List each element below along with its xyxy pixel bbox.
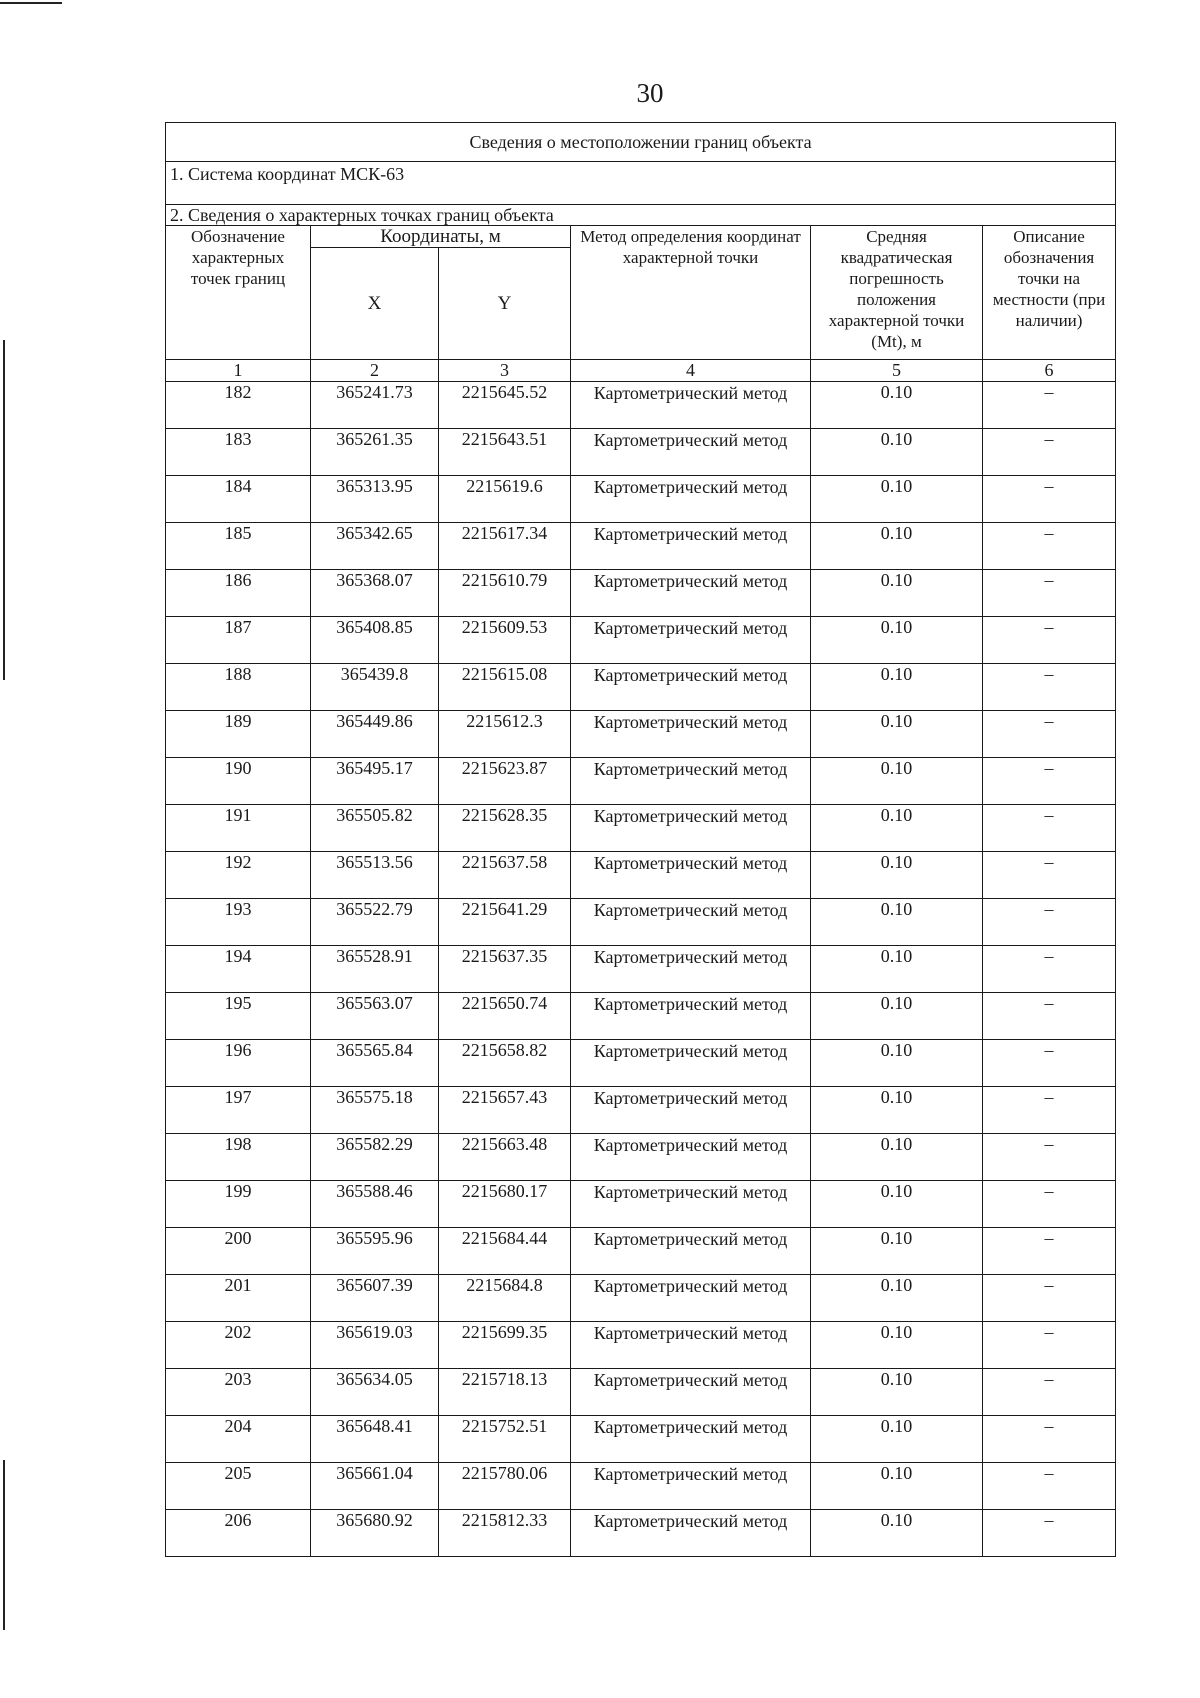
table-row <box>166 570 1116 617</box>
table-row <box>166 476 1116 523</box>
description-cell: – <box>983 1134 1116 1181</box>
x-coordinate-cell: 365505.82 <box>311 805 439 852</box>
point-cell: 184 <box>166 476 311 523</box>
table-title: Сведения о местоположении границ объекта <box>166 123 1116 162</box>
table-row <box>166 1463 1116 1510</box>
method-cell: Картометрический метод <box>571 852 811 899</box>
error-cell: 0.10 <box>811 1463 983 1510</box>
x-coordinate-cell: 365563.07 <box>311 993 439 1040</box>
method-cell: Картометрический метод <box>571 382 811 429</box>
scan-edge-mark-left-lower <box>3 1460 5 1630</box>
description-cell: – <box>983 570 1116 617</box>
method-cell: Картометрический метод <box>571 523 811 570</box>
point-cell: 204 <box>166 1416 311 1463</box>
error-cell: 0.10 <box>811 1040 983 1087</box>
column-number: 4 <box>571 360 811 382</box>
method-cell: Картометрический метод <box>571 1322 811 1369</box>
y-coordinate-cell: 2215658.82 <box>439 1040 571 1087</box>
method-cell: Картометрический метод <box>571 899 811 946</box>
y-coordinate-cell: 2215610.79 <box>439 570 571 617</box>
y-coordinate-cell: 2215684.8 <box>439 1275 571 1322</box>
description-cell: – <box>983 946 1116 993</box>
error-cell: 0.10 <box>811 1134 983 1181</box>
y-coordinate-cell: 2215657.43 <box>439 1087 571 1134</box>
y-coordinate-cell: 2215615.08 <box>439 664 571 711</box>
description-cell: – <box>983 852 1116 899</box>
error-cell: 0.10 <box>811 1416 983 1463</box>
method-cell: Картометрический метод <box>571 805 811 852</box>
method-cell: Картометрический метод <box>571 1040 811 1087</box>
x-coordinate-cell: 365648.41 <box>311 1416 439 1463</box>
table-row <box>166 805 1116 852</box>
description-cell: – <box>983 993 1116 1040</box>
description-cell: – <box>983 382 1116 429</box>
coordinate-system: 1. Система координат МСК-63 <box>166 162 1116 205</box>
table-row <box>166 1275 1116 1322</box>
method-cell: Картометрический метод <box>571 1275 811 1322</box>
error-cell: 0.10 <box>811 664 983 711</box>
x-coordinate-cell: 365575.18 <box>311 1087 439 1134</box>
method-cell: Картометрический метод <box>571 1510 811 1557</box>
method-cell: Картометрический метод <box>571 1181 811 1228</box>
point-cell: 187 <box>166 617 311 664</box>
x-coordinate-cell: 365582.29 <box>311 1134 439 1181</box>
error-cell: 0.10 <box>811 805 983 852</box>
error-cell: 0.10 <box>811 476 983 523</box>
point-cell: 205 <box>166 1463 311 1510</box>
x-coordinate-cell: 365342.65 <box>311 523 439 570</box>
table-row <box>166 852 1116 899</box>
point-cell: 185 <box>166 523 311 570</box>
header-x: X <box>311 248 439 360</box>
error-cell: 0.10 <box>811 1087 983 1134</box>
error-cell: 0.10 <box>811 711 983 758</box>
point-cell: 190 <box>166 758 311 805</box>
y-coordinate-cell: 2215752.51 <box>439 1416 571 1463</box>
method-cell: Картометрический метод <box>571 1134 811 1181</box>
table-row <box>166 758 1116 805</box>
x-coordinate-cell: 365439.8 <box>311 664 439 711</box>
error-cell: 0.10 <box>811 1275 983 1322</box>
error-cell: 0.10 <box>811 429 983 476</box>
description-cell: – <box>983 664 1116 711</box>
error-cell: 0.10 <box>811 852 983 899</box>
description-cell: – <box>983 617 1116 664</box>
point-cell: 198 <box>166 1134 311 1181</box>
method-cell: Картометрический метод <box>571 993 811 1040</box>
point-cell: 195 <box>166 993 311 1040</box>
table-row <box>166 523 1116 570</box>
error-cell: 0.10 <box>811 993 983 1040</box>
y-coordinate-cell: 2215619.6 <box>439 476 571 523</box>
y-coordinate-cell: 2215628.35 <box>439 805 571 852</box>
description-cell: – <box>983 758 1116 805</box>
table-row <box>166 899 1116 946</box>
table-row <box>166 1134 1116 1181</box>
point-cell: 189 <box>166 711 311 758</box>
column-number: 3 <box>439 360 571 382</box>
x-coordinate-cell: 365522.79 <box>311 899 439 946</box>
y-coordinate-cell: 2215612.3 <box>439 711 571 758</box>
point-cell: 188 <box>166 664 311 711</box>
y-coordinate-cell: 2215637.58 <box>439 852 571 899</box>
description-cell: – <box>983 1181 1116 1228</box>
error-cell: 0.10 <box>811 946 983 993</box>
table-row <box>166 1181 1116 1228</box>
method-cell: Картометрический метод <box>571 617 811 664</box>
point-cell: 192 <box>166 852 311 899</box>
description-cell: – <box>983 476 1116 523</box>
table-row <box>166 946 1116 993</box>
point-cell: 196 <box>166 1040 311 1087</box>
description-cell: – <box>983 1510 1116 1557</box>
description-cell: – <box>983 1416 1116 1463</box>
table-row <box>166 1322 1116 1369</box>
description-cell: – <box>983 1369 1116 1416</box>
method-cell: Картометрический метод <box>571 1087 811 1134</box>
page-number: 30 <box>636 78 664 108</box>
description-cell: – <box>983 1040 1116 1087</box>
y-coordinate-cell: 2215699.35 <box>439 1322 571 1369</box>
table-row <box>166 664 1116 711</box>
x-coordinate-cell: 365408.85 <box>311 617 439 664</box>
point-cell: 206 <box>166 1510 311 1557</box>
y-coordinate-cell: 2215812.33 <box>439 1510 571 1557</box>
header-coordinates: Координаты, м <box>311 226 571 248</box>
x-coordinate-cell: 365588.46 <box>311 1181 439 1228</box>
point-cell: 201 <box>166 1275 311 1322</box>
description-cell: – <box>983 1463 1116 1510</box>
y-coordinate-cell: 2215617.34 <box>439 523 571 570</box>
y-coordinate-cell: 2215641.29 <box>439 899 571 946</box>
x-coordinate-cell: 365528.91 <box>311 946 439 993</box>
method-cell: Картометрический метод <box>571 1416 811 1463</box>
y-coordinate-cell: 2215684.44 <box>439 1228 571 1275</box>
method-cell: Картометрический метод <box>571 711 811 758</box>
error-cell: 0.10 <box>811 617 983 664</box>
y-coordinate-cell: 2215643.51 <box>439 429 571 476</box>
method-cell: Картометрический метод <box>571 476 811 523</box>
method-cell: Картометрический метод <box>571 429 811 476</box>
x-coordinate-cell: 365261.35 <box>311 429 439 476</box>
x-coordinate-cell: 365368.07 <box>311 570 439 617</box>
description-cell: – <box>983 1322 1116 1369</box>
column-number: 6 <box>983 360 1116 382</box>
error-cell: 0.10 <box>811 1228 983 1275</box>
table-row <box>166 429 1116 476</box>
error-cell: 0.10 <box>811 382 983 429</box>
column-number: 5 <box>811 360 983 382</box>
boundary-points-table <box>165 122 1116 1557</box>
column-number: 2 <box>311 360 439 382</box>
x-coordinate-cell: 365661.04 <box>311 1463 439 1510</box>
description-cell: – <box>983 1275 1116 1322</box>
y-coordinate-cell: 2215637.35 <box>439 946 571 993</box>
section-title: 2. Сведения о характерных точках границ объекта <box>166 205 1116 226</box>
table-row <box>166 1369 1116 1416</box>
y-coordinate-cell: 2215623.87 <box>439 758 571 805</box>
method-cell: Картометрический метод <box>571 1463 811 1510</box>
description-cell: – <box>983 1087 1116 1134</box>
table-row <box>166 617 1116 664</box>
table-row <box>166 1228 1116 1275</box>
description-cell: – <box>983 1228 1116 1275</box>
x-coordinate-cell: 365565.84 <box>311 1040 439 1087</box>
description-cell: – <box>983 429 1116 476</box>
table-row <box>166 382 1116 429</box>
error-cell: 0.10 <box>811 570 983 617</box>
header-y: Y <box>439 248 571 360</box>
error-cell: 0.10 <box>811 1181 983 1228</box>
point-cell: 186 <box>166 570 311 617</box>
x-coordinate-cell: 365313.95 <box>311 476 439 523</box>
header-designation: Обозначение характерных точек границ <box>166 226 311 360</box>
point-cell: 183 <box>166 429 311 476</box>
x-coordinate-cell: 365495.17 <box>311 758 439 805</box>
description-cell: – <box>983 711 1116 758</box>
point-cell: 194 <box>166 946 311 993</box>
description-cell: – <box>983 523 1116 570</box>
x-coordinate-cell: 365595.96 <box>311 1228 439 1275</box>
error-cell: 0.10 <box>811 1369 983 1416</box>
error-cell: 0.10 <box>811 758 983 805</box>
method-cell: Картометрический метод <box>571 946 811 993</box>
point-cell: 193 <box>166 899 311 946</box>
y-coordinate-cell: 2215680.17 <box>439 1181 571 1228</box>
error-cell: 0.10 <box>811 1322 983 1369</box>
y-coordinate-cell: 2215780.06 <box>439 1463 571 1510</box>
error-cell: 0.10 <box>811 1510 983 1557</box>
table-row <box>166 711 1116 758</box>
header-description: Описание обозначения точки на местности (при наличии) <box>983 226 1116 360</box>
method-cell: Картометрический метод <box>571 664 811 711</box>
table-row <box>166 1416 1116 1463</box>
method-cell: Картометрический метод <box>571 758 811 805</box>
y-coordinate-cell: 2215718.13 <box>439 1369 571 1416</box>
y-coordinate-cell: 2215663.48 <box>439 1134 571 1181</box>
column-number-row <box>166 360 1116 382</box>
table-row <box>166 1087 1116 1134</box>
error-cell: 0.10 <box>811 899 983 946</box>
description-cell: – <box>983 805 1116 852</box>
table-row <box>166 993 1116 1040</box>
x-coordinate-cell: 365241.73 <box>311 382 439 429</box>
point-cell: 202 <box>166 1322 311 1369</box>
point-cell: 197 <box>166 1087 311 1134</box>
error-cell: 0.10 <box>811 523 983 570</box>
method-cell: Картометрический метод <box>571 570 811 617</box>
header-error: Средняя квадратическая погрешность положения характерной точки (Mt), м <box>811 226 983 360</box>
method-cell: Картометрический метод <box>571 1228 811 1275</box>
header-method: Метод определения координат характерной точки <box>571 226 811 360</box>
x-coordinate-cell: 365513.56 <box>311 852 439 899</box>
scan-edge-mark-left <box>3 340 5 680</box>
point-cell: 191 <box>166 805 311 852</box>
column-number: 1 <box>166 360 311 382</box>
scan-edge-mark-top <box>0 2 62 4</box>
y-coordinate-cell: 2215609.53 <box>439 617 571 664</box>
x-coordinate-cell: 365680.92 <box>311 1510 439 1557</box>
x-coordinate-cell: 365619.03 <box>311 1322 439 1369</box>
table-row <box>166 1040 1116 1087</box>
point-cell: 182 <box>166 382 311 429</box>
y-coordinate-cell: 2215645.52 <box>439 382 571 429</box>
point-cell: 200 <box>166 1228 311 1275</box>
description-cell: – <box>983 899 1116 946</box>
x-coordinate-cell: 365634.05 <box>311 1369 439 1416</box>
method-cell: Картометрический метод <box>571 1369 811 1416</box>
x-coordinate-cell: 365607.39 <box>311 1275 439 1322</box>
point-cell: 199 <box>166 1181 311 1228</box>
x-coordinate-cell: 365449.86 <box>311 711 439 758</box>
table-row <box>166 1510 1116 1557</box>
y-coordinate-cell: 2215650.74 <box>439 993 571 1040</box>
point-cell: 203 <box>166 1369 311 1416</box>
